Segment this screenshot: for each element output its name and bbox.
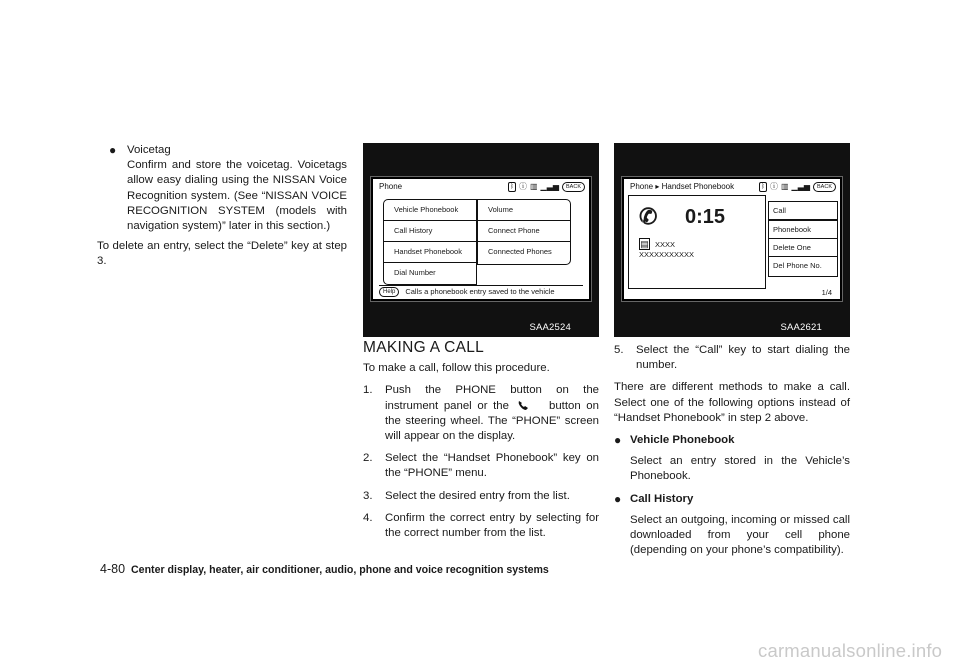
- menu-item-handset-phonebook[interactable]: Handset Phonebook: [384, 242, 476, 263]
- contact-icon: ▤: [640, 239, 649, 249]
- step-number: 1.: [363, 384, 373, 397]
- section-title: Center display, heater, air conditioner, audio, phone and voice recognition systems: [131, 564, 549, 576]
- menu-item-call[interactable]: Call: [769, 202, 837, 221]
- menu-item-dial-number[interactable]: Dial Number: [394, 268, 436, 277]
- bullet-dot: ●: [614, 433, 622, 448]
- handset-icon: ✆: [639, 204, 658, 229]
- step-text: Confirm the correct entry by selecting for the correct number from the list.: [385, 511, 599, 540]
- screen-title: Phone ▸ Handset Phonebook: [630, 182, 735, 191]
- bullet-vehicle-phonebook: [614, 433, 850, 448]
- step-number: 2.: [363, 452, 373, 465]
- step-text: Select the “Call” key to start dialing the number.: [636, 344, 850, 372]
- bullet-title: Call History: [630, 492, 694, 505]
- bullet-dot: ●: [614, 491, 622, 506]
- bullet-dot: ●: [109, 143, 117, 157]
- step-3: [363, 489, 599, 504]
- bullet-title: Vehicle Phonebook: [630, 434, 735, 447]
- watermark: carmanualsonline.info: [758, 640, 943, 661]
- step-number: 3.: [363, 489, 373, 502]
- page-number: 4-80: [100, 562, 126, 576]
- page-indicator: 1/4: [821, 288, 832, 297]
- step-text: Select the desired entry from the list.: [385, 489, 570, 502]
- battery-icon: ▥: [529, 182, 538, 191]
- bullet-voicetag: [97, 143, 347, 158]
- step-text-before: Push the PHONE button on the instrument panel or the: [385, 384, 599, 412]
- signal-icon: ▁▃▅: [540, 182, 560, 191]
- call-panel: [628, 195, 766, 289]
- step-5: [614, 343, 850, 373]
- methods-paragraph: There are different methods to make a call. Select one of the following options instead of “Handset Phonebook” in step 2 above.: [614, 381, 850, 424]
- step-text: Select the “Handset Phonebook” key on the “PHONE” menu.: [385, 452, 599, 480]
- menu-item-connect-phone[interactable]: Connect Phone: [478, 221, 570, 242]
- info-icon: ⓘ: [518, 182, 527, 191]
- bullet-text: Select an entry stored in the Vehicle’s Phonebook.: [630, 455, 850, 483]
- menu-item-del-phone-no[interactable]: Del Phone No.: [773, 261, 822, 270]
- step-number: 4.: [363, 511, 373, 524]
- figure-phone-menu: [363, 143, 599, 337]
- call-timer: 0:15: [685, 206, 726, 228]
- step-2: [363, 451, 599, 481]
- intro-text: To make a call, follow this procedure.: [363, 362, 550, 375]
- phone-screen: [370, 176, 592, 302]
- bullet-title: Voicetag: [127, 144, 171, 156]
- step-text-after: button on the steering wheel. The “PHONE” screen will appear on the display.: [385, 399, 599, 443]
- right-menu: [477, 199, 571, 265]
- menu-item-vehicle-phonebook[interactable]: Vehicle Phonebook: [384, 200, 476, 221]
- column-2: [363, 340, 599, 541]
- figure-label: SAA2524: [529, 322, 571, 333]
- status-icons: [759, 181, 836, 192]
- menu-item-phonebook[interactable]: Phonebook: [769, 221, 837, 239]
- menu-item-delete-one[interactable]: Delete One: [769, 239, 837, 257]
- menu-item-connected-phones[interactable]: Connected Phones: [488, 247, 552, 256]
- steering-phone-icon: [517, 400, 529, 411]
- menu-item-call-history[interactable]: Call History: [384, 221, 476, 242]
- figure-label: SAA2621: [780, 322, 822, 333]
- left-menu: [383, 199, 477, 285]
- back-button[interactable]: BACK: [813, 182, 836, 192]
- step-number: 5.: [614, 344, 624, 356]
- column-1: [97, 143, 347, 270]
- column-3: [614, 343, 850, 558]
- signal-icon: ▁▃▅: [791, 182, 811, 191]
- bullet-text: Select an outgoing, incoming or missed call downloaded from your cell phone (depending on your phone’s compatibility).: [630, 513, 850, 557]
- page-footer: [100, 562, 549, 576]
- battery-icon: ▥: [780, 182, 789, 191]
- contact-number: XXXXXXXXXXX: [639, 250, 695, 259]
- phonebook-screen: [621, 176, 843, 302]
- bluetooth-icon: ᛒ: [759, 182, 767, 192]
- help-bar: [379, 285, 583, 297]
- step-1: [363, 383, 599, 444]
- bluetooth-icon: ᛒ: [508, 182, 516, 192]
- call-options-menu: [768, 201, 838, 277]
- figure-handset-phonebook: [614, 143, 850, 337]
- section-heading: MAKING A CALL: [363, 339, 485, 356]
- back-button[interactable]: BACK: [562, 182, 585, 192]
- help-button[interactable]: Help: [379, 287, 399, 297]
- contact-name: XXXX: [655, 240, 676, 249]
- menu-item-volume[interactable]: Volume: [478, 200, 570, 221]
- delete-paragraph: To delete an entry, select the “Delete” key at step 3.: [97, 240, 347, 268]
- help-text: Calls a phonebook entry saved to the vehicle: [405, 287, 555, 296]
- status-icons: [508, 181, 585, 192]
- screen-title: Phone: [379, 182, 403, 191]
- info-icon: ⓘ: [769, 182, 778, 191]
- bullet-call-history: [614, 492, 850, 507]
- bullet-text: Confirm and store the voicetag. Voicetags allow easy dialing using the NISSAN Voice Recognition system. (See “NISSAN VOICE RECOGNITION SYSTEM (models with navigation system)” later in this section.): [127, 159, 347, 233]
- step-4: [363, 511, 599, 541]
